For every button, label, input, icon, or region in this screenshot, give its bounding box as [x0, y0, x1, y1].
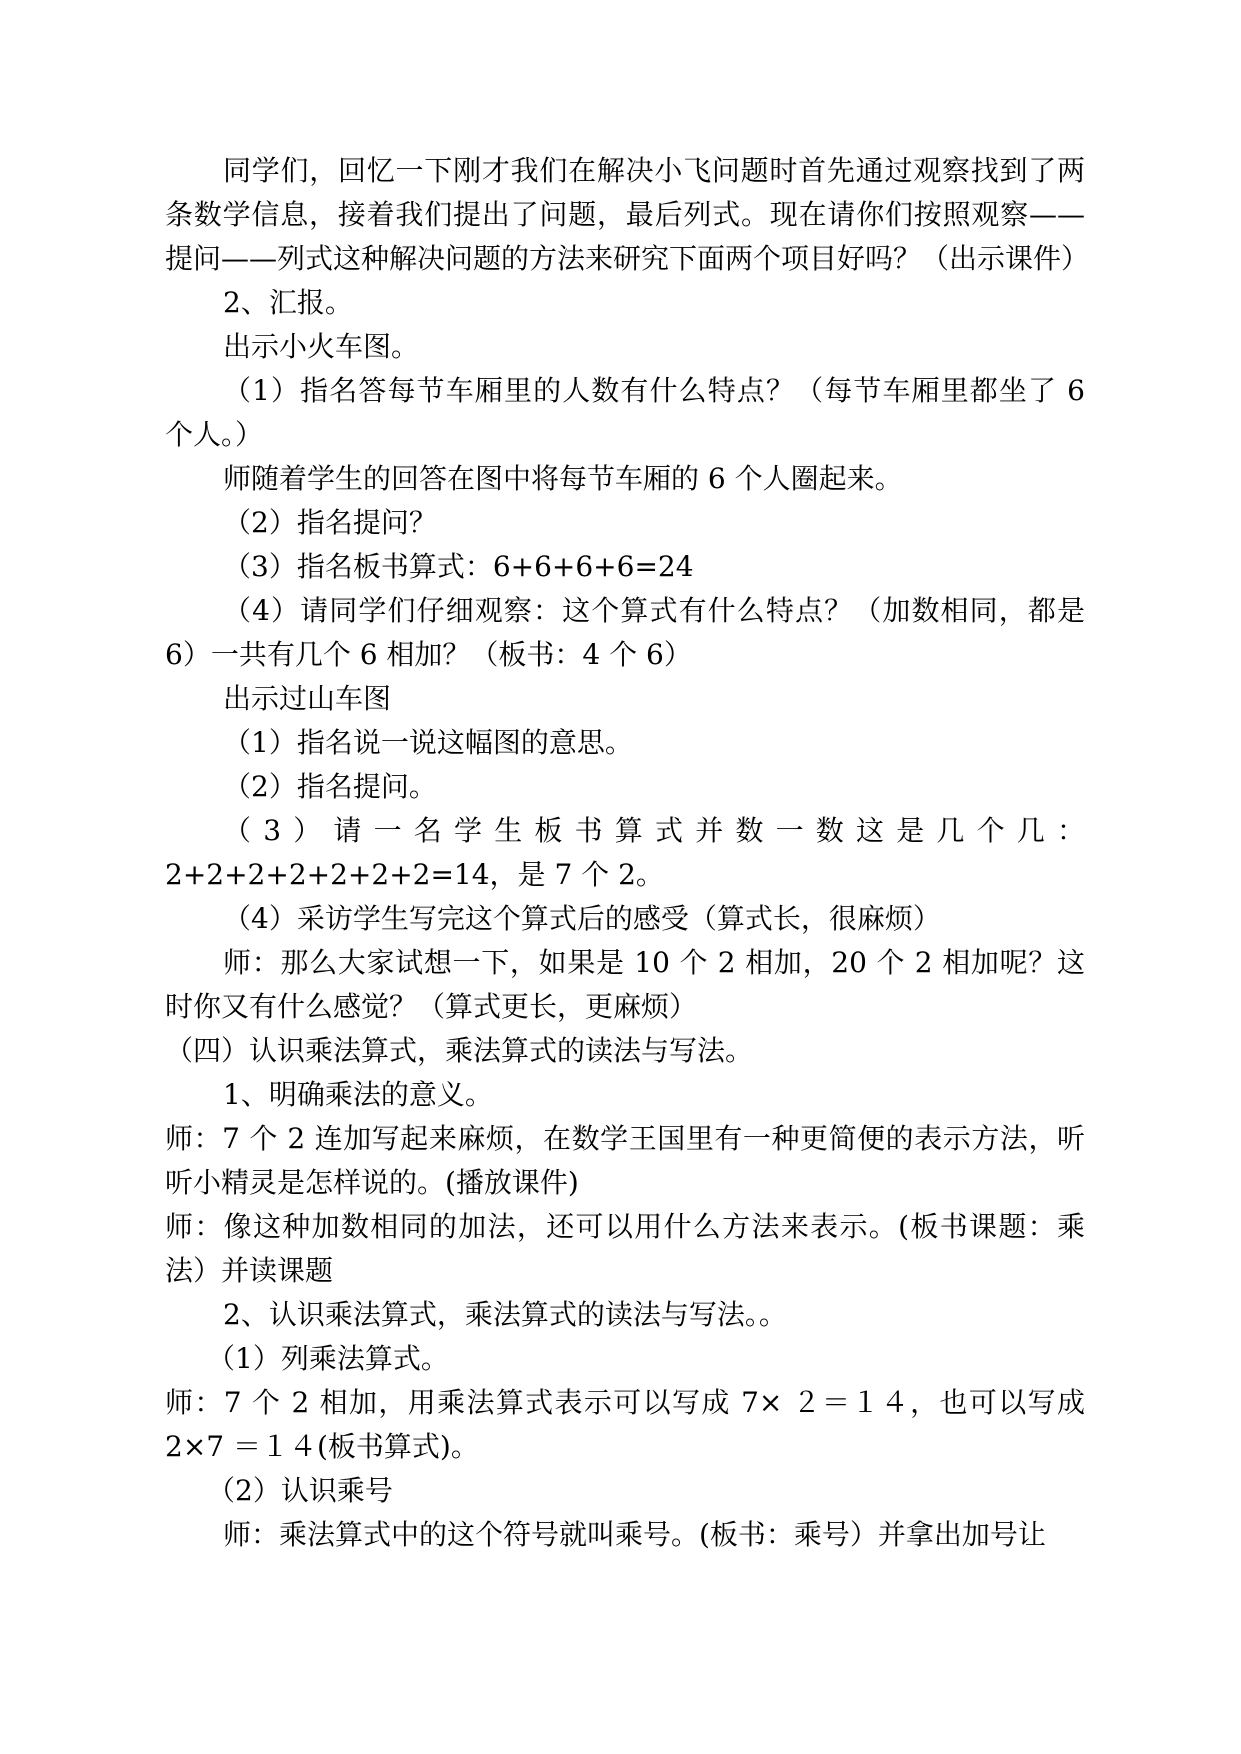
- paragraph: （3）指名板书算式：6+6+6+6=24: [223, 550, 694, 583]
- paragraph: （2）指名提问。: [223, 770, 437, 803]
- paragraph: 师：像这种加数相同的加法，还可以用什么方法来表示。(板书课题：乘法）并读课题: [165, 1210, 1085, 1287]
- paragraph: 1、明确乘法的意义。: [223, 1078, 493, 1111]
- paragraph: 2、汇报。: [223, 286, 353, 319]
- document-body: [165, 149, 1090, 1557]
- paragraph: （2）指名提问？: [223, 506, 437, 539]
- paragraph: 师：那么大家试想一下，如果是 10 个 2 相加，20 个 2 相加呢？这时你又有什么感觉？（算式更长，更麻烦）: [165, 946, 1085, 1023]
- paragraph: 出示小火车图。: [223, 330, 420, 363]
- paragraph: 出示过山车图: [223, 682, 392, 715]
- paragraph: （2）认识乘号: [207, 1474, 393, 1507]
- paragraph: （4）请同学们仔细观察：这个算式有什么特点？（加数相同，都是 6）一共有几个 6 相加？（板书：4 个 6）: [165, 594, 1085, 671]
- section-heading: （四）认识乘法算式，乘法算式的读法与写法。: [165, 1034, 754, 1067]
- paragraph: （1）指名说一说这幅图的意思。: [223, 726, 633, 759]
- paragraph: （1）列乘法算式。: [207, 1342, 449, 1375]
- paragraph: 师：7 个 2 连加写起来麻烦，在数学王国里有一种更简便的表示方法，听听小精灵是怎样说的。(播放课件): [165, 1122, 1085, 1199]
- paragraph: （3）请一名学生板书算式并数一数这是几个几：2+2+2+2+2+2+2=14，是 7 个 2。: [165, 814, 1085, 891]
- paragraph: （4）采访学生写完这个算式后的感受（算式长，很麻烦）: [223, 902, 941, 935]
- paragraph: 同学们，回忆一下刚才我们在解决小飞问题时首先通过观察找到了两条数学信息，接着我们提出了问题，最后列式。现在请你们按照观察——提问——列式这种解决问题的方法来研究下面两个项目好吗？（出示课件）: [165, 154, 1090, 275]
- paragraph: 师：乘法算式中的这个符号就叫乘号。(板书：乘号）并拿出加号让: [223, 1518, 1046, 1551]
- paragraph: 师：7 个 2 相加，用乘法算式表示可以写成 7× ２＝１４，也可以写成 2×7 ＝１４(板书算式)。: [165, 1386, 1085, 1463]
- paragraph: 2、认识乘法算式，乘法算式的读法与写法。。: [223, 1298, 787, 1331]
- paragraph: （1）指名答每节车厢里的人数有什么特点？（每节车厢里都坐了 6 个人。）: [165, 374, 1085, 451]
- paragraph: 师随着学生的回答在图中将每节车厢的 6 个人圈起来。: [223, 462, 903, 495]
